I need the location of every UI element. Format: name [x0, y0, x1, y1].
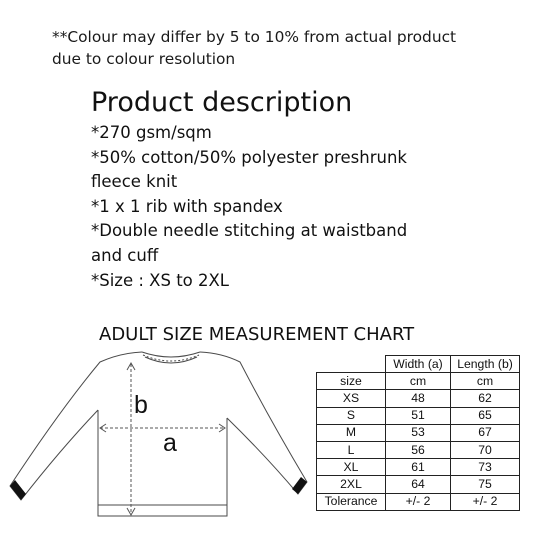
table-cell: 75: [451, 476, 520, 493]
table-header-cell: Length (b): [451, 356, 520, 373]
table-cell: 70: [451, 441, 520, 458]
measurement-chart-title: ADULT SIZE MEASUREMENT CHART: [99, 324, 415, 345]
table-units-row: [317, 373, 520, 390]
disclaimer-line-2: due to colour resolution: [52, 50, 236, 68]
colour-disclaimer: [52, 26, 522, 70]
table-cell: XS: [317, 390, 386, 407]
table-cell: cm: [386, 373, 451, 390]
description-line: *50% cotton/50% polyester preshrunk: [91, 147, 407, 167]
table-cell: Tolerance: [317, 493, 386, 510]
table-row: [317, 407, 520, 424]
sweatshirt-diagram: [0, 344, 318, 524]
right-sleeve-outline: [200, 352, 307, 494]
table-row: [317, 441, 520, 458]
size-measurement-table: [316, 355, 520, 511]
description-line: and cuff: [91, 245, 159, 265]
table-cell: XL: [317, 459, 386, 476]
table-row: [317, 459, 520, 476]
table-cell: 2XL: [317, 476, 386, 493]
table-cell: 48: [386, 390, 451, 407]
description-line: *1 x 1 rib with spandex: [91, 196, 283, 216]
table-row: [317, 390, 520, 407]
table-cell: S: [317, 407, 386, 424]
length-label-b: b: [134, 391, 148, 419]
table-footer-row: [317, 493, 520, 510]
table-header-row: [317, 356, 520, 373]
table-cell: 67: [451, 424, 520, 441]
width-label-a: a: [163, 429, 177, 457]
left-sleeve-outline: [10, 352, 142, 500]
table-header-cell: [317, 356, 386, 373]
product-description-list: [91, 121, 491, 293]
table-cell: 53: [386, 424, 451, 441]
table-header-cell: Width (a): [386, 356, 451, 373]
collar-inner: [145, 357, 197, 363]
description-line: fleece knit: [91, 172, 178, 192]
table-cell: 73: [451, 459, 520, 476]
description-line: *Double needle stitching at waistband: [91, 221, 408, 241]
table-cell: 64: [386, 476, 451, 493]
table-cell: +/- 2: [451, 493, 520, 510]
table-row: [317, 476, 520, 493]
table-cell: 62: [451, 390, 520, 407]
disclaimer-line-1: **Colour may differ by 5 to 10% from actual product: [52, 28, 457, 46]
table-cell: cm: [451, 373, 520, 390]
table-cell: 51: [386, 407, 451, 424]
collar-outer: [142, 352, 200, 357]
table-cell: 56: [386, 441, 451, 458]
table-cell: 61: [386, 459, 451, 476]
table-cell: +/- 2: [386, 493, 451, 510]
product-description-title: Product description: [91, 87, 353, 118]
table-cell: L: [317, 441, 386, 458]
body-outline: [98, 410, 227, 516]
description-line: *270 gsm/sqm: [91, 123, 212, 142]
description-line: *Size : XS to 2XL: [91, 270, 229, 290]
table-row: [317, 424, 520, 441]
table-cell: size: [317, 373, 386, 390]
table-cell: M: [317, 424, 386, 441]
table-cell: 65: [451, 407, 520, 424]
